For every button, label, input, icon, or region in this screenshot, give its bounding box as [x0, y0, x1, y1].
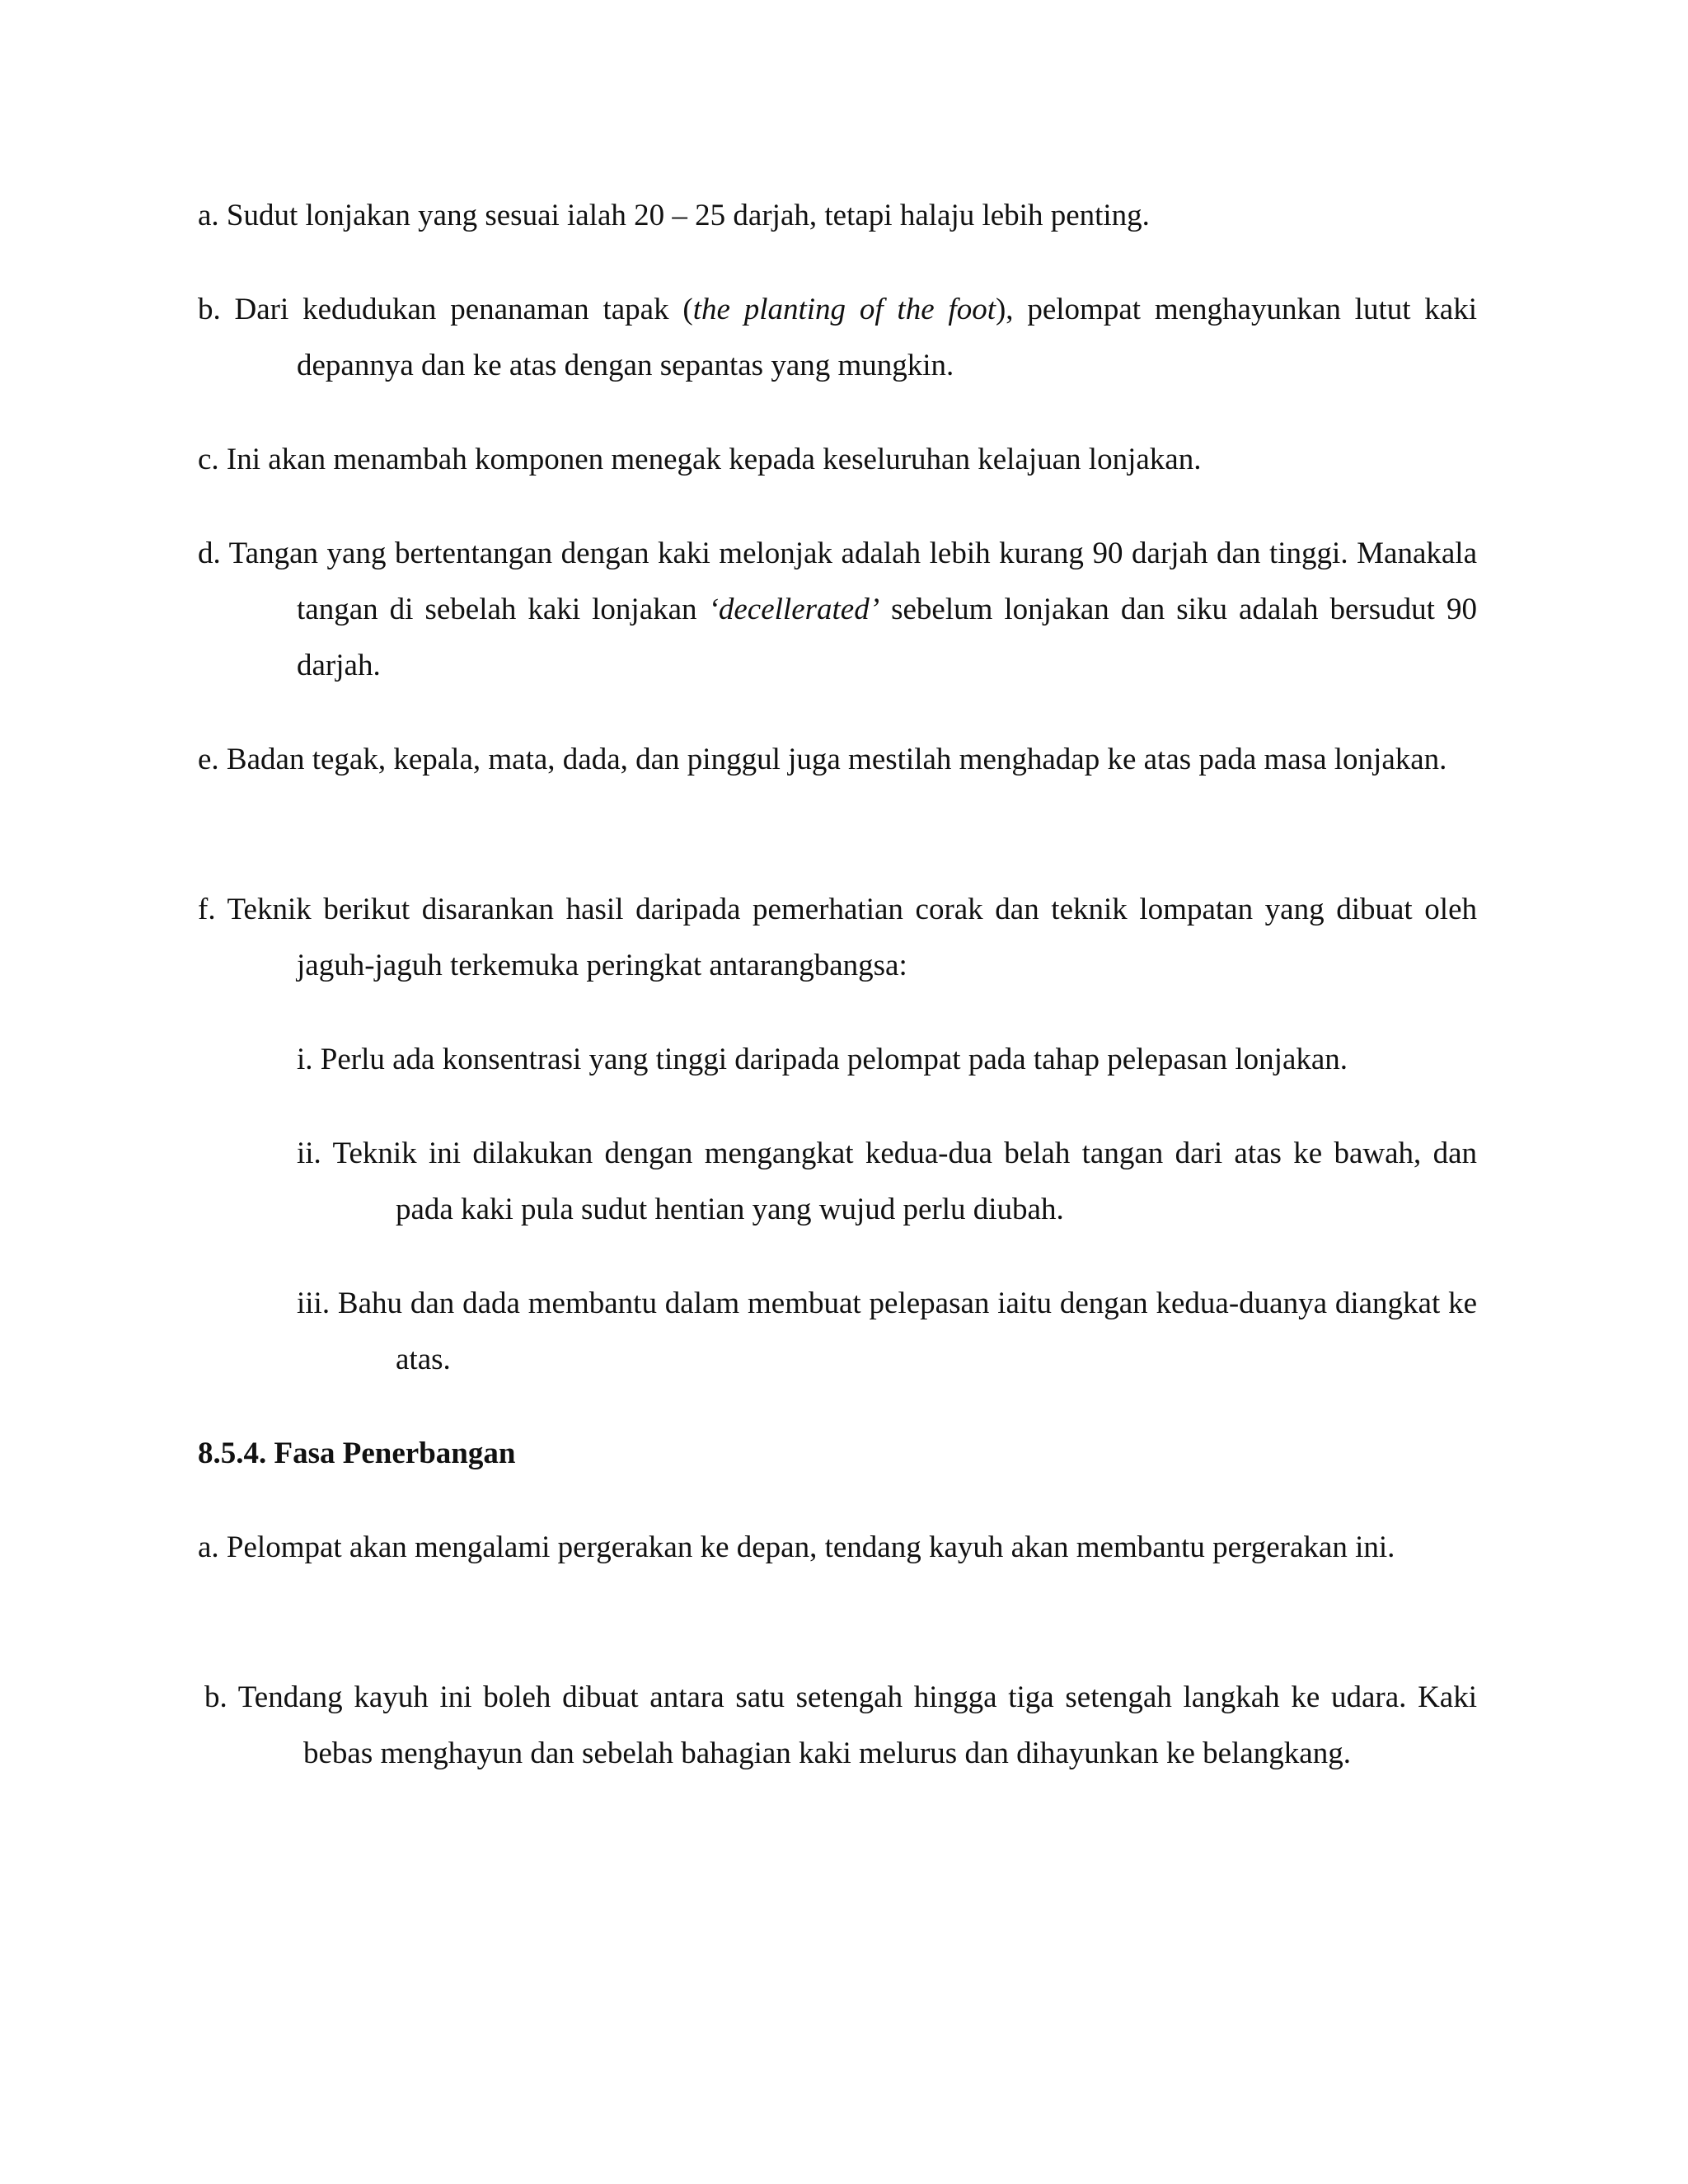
section-heading: 8.5.4. Fasa Penerbangan	[198, 1436, 516, 1470]
section-item-b: b. Tendang kayuh ini boleh dibuat antara satu setengah hingga tiga setengah langkah ke udara. Kaki bebas menghayun dan sebelah bahagian kaki melurus dan dihayunkan ke belangkang.	[204, 1680, 1477, 1770]
item-c: c. Ini akan menambah komponen menegak kepada keseluruhan kelajuan lonjakan.	[198, 443, 1202, 476]
item-b-italic-phrase: the planting of the foot	[692, 293, 996, 326]
item-f-i: i. Perlu ada konsentrasi yang tinggi daripada pelompat pada tahap pelepasan lonjakan.	[297, 1043, 1348, 1076]
item-b	[198, 282, 1477, 394]
item-a: a. Sudut lonjakan yang sesuai ialah 20 – 25 darjah, tetapi halaju lebih penting.	[198, 199, 1150, 232]
item-f-ii: ii. Teknik ini dilakukan dengan mengangkat kedua-dua belah tangan dari atas ke bawah, dan pada kaki pula sudut hentian yang wujud perlu diubah.	[297, 1137, 1477, 1226]
item-d	[198, 526, 1477, 694]
item-d-text-start: d. Tangan yang bertentangan dengan kaki melonjak adalah lebih kurang 90 darjah dan tinggi. Manakala tangan di sebelah kaki lonjakan	[198, 537, 1477, 626]
item-d-text-end: sebelum lonjakan dan siku adalah bersudut 90 darjah.	[297, 593, 1477, 682]
item-b-text-start: b. Dari kedudukan penanaman tapak (	[198, 293, 693, 326]
item-f-iii: iii. Bahu dan dada membantu dalam membuat pelepasan iaitu dengan kedua-duanya diangkat ke atas.	[297, 1286, 1477, 1376]
document-page	[198, 0, 1477, 2184]
item-b-text-end: ), pelompat menghayunkan lutut kaki depannya dan ke atas dengan sepantas yang mungkin.	[297, 293, 1477, 382]
item-f: f. Teknik berikut disarankan hasil daripada pemerhatian corak dan teknik lompatan yang dibuat oleh jaguh-jaguh terkemuka peringkat antarangbangsa:	[198, 893, 1477, 982]
item-d-italic-term: ‘decellerated’	[708, 593, 880, 626]
section-item-a: a. Pelompat akan mengalami pergerakan ke depan, tendang kayuh akan membantu pergerakan ini.	[198, 1530, 1395, 1564]
item-e: e. Badan tegak, kepala, mata, dada, dan pinggul juga mestilah menghadap ke atas pada masa lonjakan.	[198, 743, 1447, 776]
